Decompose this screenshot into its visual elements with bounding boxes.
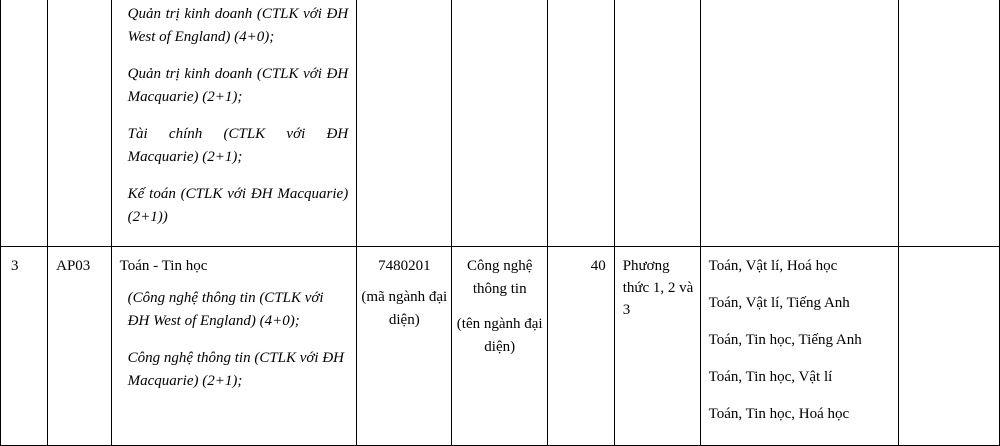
notes-cell [898, 247, 999, 446]
subject-combo: Toán, Vật lí, Hoá học [708, 258, 838, 274]
program-item: Tài chính (CTLK với ĐH Macquarie) (2+1); [127, 126, 349, 165]
method-cell: Phương thức 1, 2 và 3 [614, 247, 700, 446]
combo-cell [700, 0, 898, 247]
programs-cell [111, 247, 357, 446]
code-cell: AP03 [48, 247, 112, 446]
group-name: Toán - Tin học [119, 258, 208, 274]
subject-combo: Toán, Vật lí, Tiếng Anh [708, 295, 850, 311]
subject-combo: Toán, Tin học, Tiếng Anh [708, 332, 862, 348]
code-cell [48, 0, 112, 247]
program-item: (Công nghệ thông tin (CTLK với ĐH West of England) (4+0); [127, 290, 324, 329]
method-cell [614, 0, 700, 247]
index-cell [1, 0, 48, 247]
major-name-cell [452, 0, 548, 247]
table-row [1, 0, 1000, 247]
major-code: 7480201 [378, 258, 431, 274]
major-code-note: (mã ngành đại diện) [361, 289, 448, 328]
notes-cell [898, 0, 999, 247]
major-code-cell [357, 0, 452, 247]
major-name-note: (tên ngành đại diện) [456, 316, 543, 355]
program-item: Quản trị kinh doanh (CTLK với ĐH West of England) (4+0); [127, 6, 349, 45]
quota-cell: 40 [547, 247, 614, 446]
quota-cell [547, 0, 614, 247]
major-name-cell [452, 247, 548, 446]
table-row [1, 247, 1000, 446]
index-cell: 3 [1, 247, 48, 446]
combo-cell [700, 247, 898, 446]
programs-cell [111, 0, 357, 247]
subject-combo: Toán, Tin học, Vật lí [708, 369, 833, 385]
program-item: Kế toán (CTLK với ĐH Macquarie) (2+1)) [127, 186, 349, 225]
program-item: Quản trị kinh doanh (CTLK với ĐH Macquarie) (2+1); [127, 66, 349, 105]
subject-combo: Toán, Tin học, Hoá học [708, 406, 850, 422]
major-code-cell [357, 247, 452, 446]
major-name: Công nghệ thông tin [466, 258, 533, 297]
program-item: Công nghệ thông tin (CTLK với ĐH Macquarie) (2+1); [127, 350, 345, 389]
